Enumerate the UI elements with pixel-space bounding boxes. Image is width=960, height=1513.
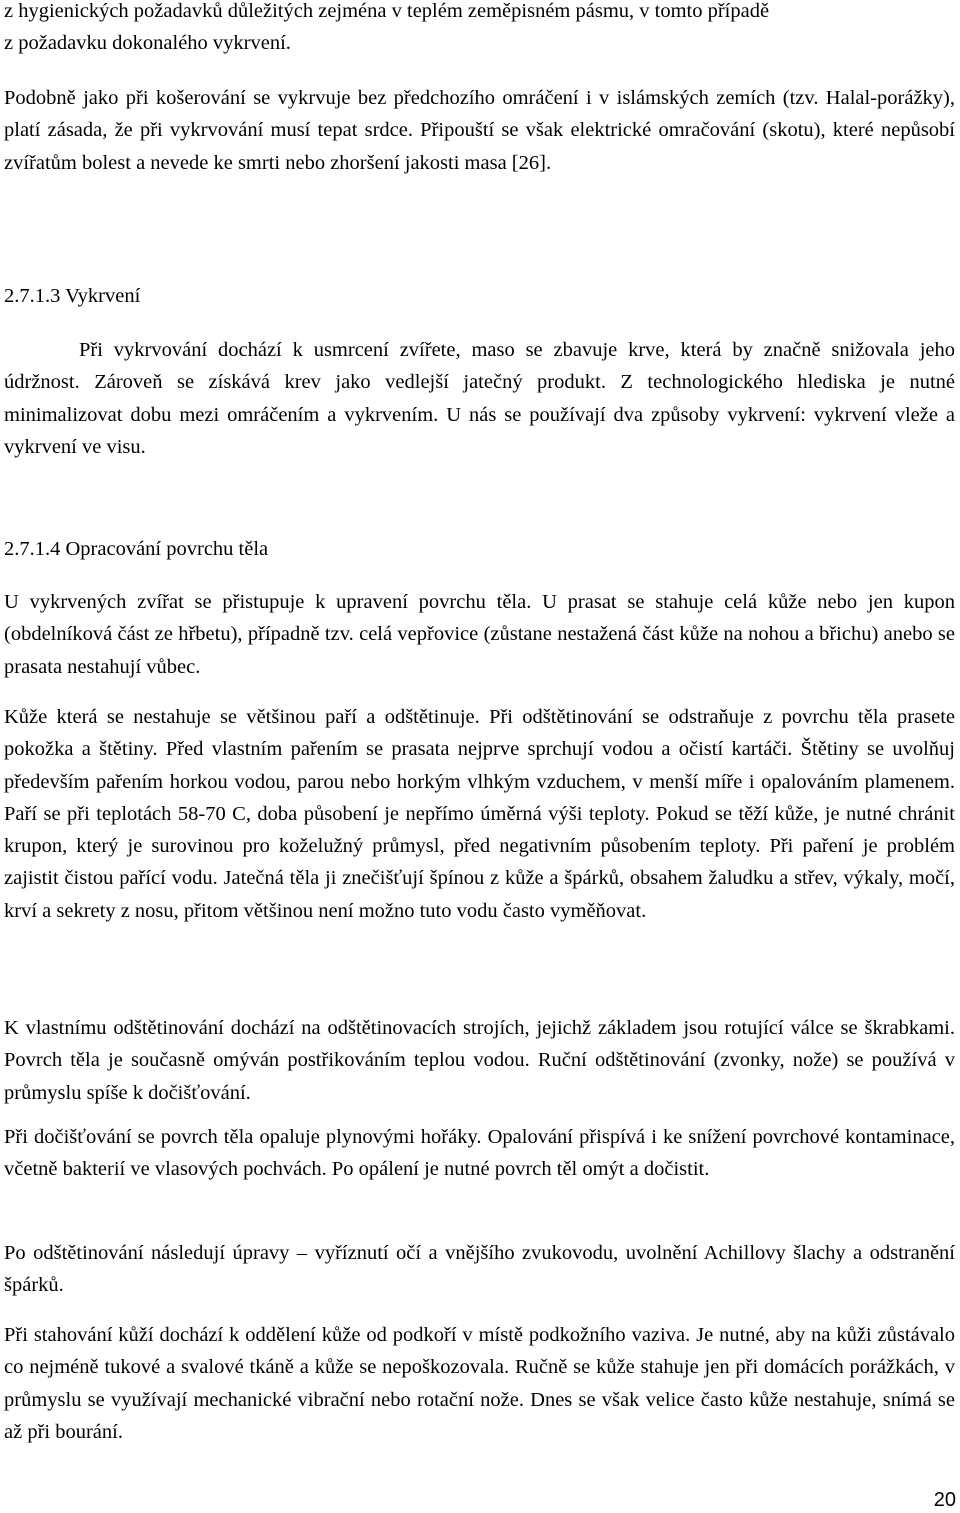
section-heading-opracovani: 2.7.1.4 Opracování povrchu těla <box>4 538 269 560</box>
paragraph-opracovani-5: Po odštětinování následují úpravy – vyříznutí očí a vnějšího zvukovodu, uvolnění Achillovy šlachy a odstranění špárků. <box>4 1242 955 1297</box>
document-page <box>4 0 955 1513</box>
paragraph-opracovani-1: U vykrvených zvířat se přistupuje k upravení povrchu těla. U prasat se stahuje celá kůže nebo jen kupon (obdelníková část ze hřbetu), případně tzv. celá vepřovice (zůstane nestažená část kůže na nohou a břichu) anebo se prasata nestahují vůbec. <box>4 591 955 678</box>
paragraph-opracovani-2: Kůže která se nestahuje se většinou paří a odštětinuje. Při odštětinování se odstraňuje z povrchu těla prasete pokožka a štětiny. Před vlastním pařením se prasata nejprve sprchují vodou a očistí kartáči. Štětiny se uvolňuj především pařením horkou vodou, parou nebo horkým vlhkým vzduchem, v menší míře i opalováním plamenem. Paří se při teplotách 58-70 C, doba působení je nepřímo úměrná výši teploty. Pokud se těží kůže, je nutné chránit krupon, který je surovinou pro koželužný průmysl, před negativním působením teploty. Při paření je problém zajistit čistou pařící vodu. Jatečná těla ji znečišťují špínou z kůže a špárků, obsahem žaludku a střev, výkaly, močí, krví a sekrety z nosu, přitom většinou není možno tuto vodu často vyměňovat. <box>4 706 955 922</box>
paragraph-opracovani-3: K vlastnímu odštětinování dochází na odštětinovacích strojích, jejichž základem jsou rotující válce se škrabkami. Povrch těla je současně omýván postřikováním teplou vodou. Ruční odštětinování (zvonky, nože) se používá v průmyslu spíše k dočišťování. <box>4 1017 955 1104</box>
paragraph-halal: Podobně jako při košerování se vykrvuje bez předchozího omráčení i v islámských zemích (tzv. Halal-porážky), platí zásada, že při vykrvování musí tepat srdce. Připouští se však elektrické omračování (skotu), které nepůsobí zvířatům bolest a nevede ke smrti nebo zhoršení jakosti masa [26]. <box>4 87 955 174</box>
paragraph-opracovani-6: Při stahování kůží dochází k oddělení kůže od podkoří v místě podkožního vaziva. Je nutné, aby na kůži zůstávalo co nejméně tukové a svalové tkáně a kůže se nepoškozovala. Ručně se kůže stahuje jen při domácích porážkách, v průmyslu se využívají mechanické vibrační nebo rotační nože. Dnes se však velice často kůže nestahuje, snímá se až při bourání. <box>4 1324 955 1443</box>
section-heading-vykrveni: 2.7.1.3 Vykrvení <box>4 285 141 307</box>
page-number: 20 <box>933 1489 956 1511</box>
paragraph-opracovani-4: Při dočišťování se povrch těla opaluje plynovými hořáky. Opalování přispívá i ke snížení povrchové kontaminace, včetně bakterií ve vlasových pochvách. Po opálení je nutné povrch těl omýt a dočistit. <box>4 1126 955 1181</box>
paragraph-vykrveni: Při vykrvování dochází k usmrcení zvířete, maso se zbavuje krve, která by značně snižovala jeho údržnost. Zároveň se získává krev jako vedlejší jatečný produkt. Z technologického hlediska je nutné minimalizovat dobu mezi omráčením a vykrvením. U nás se používají dva způsoby vykrvení: vykrvení vleže a vykrvení ve visu. <box>4 339 955 458</box>
intro-line-1: z hygienických požadavků důležitých zejména v teplém zeměpisném pásmu, v tomto případě <box>4 0 770 22</box>
intro-line-2: z požadavku dokonalého vykrvení. <box>4 32 291 54</box>
